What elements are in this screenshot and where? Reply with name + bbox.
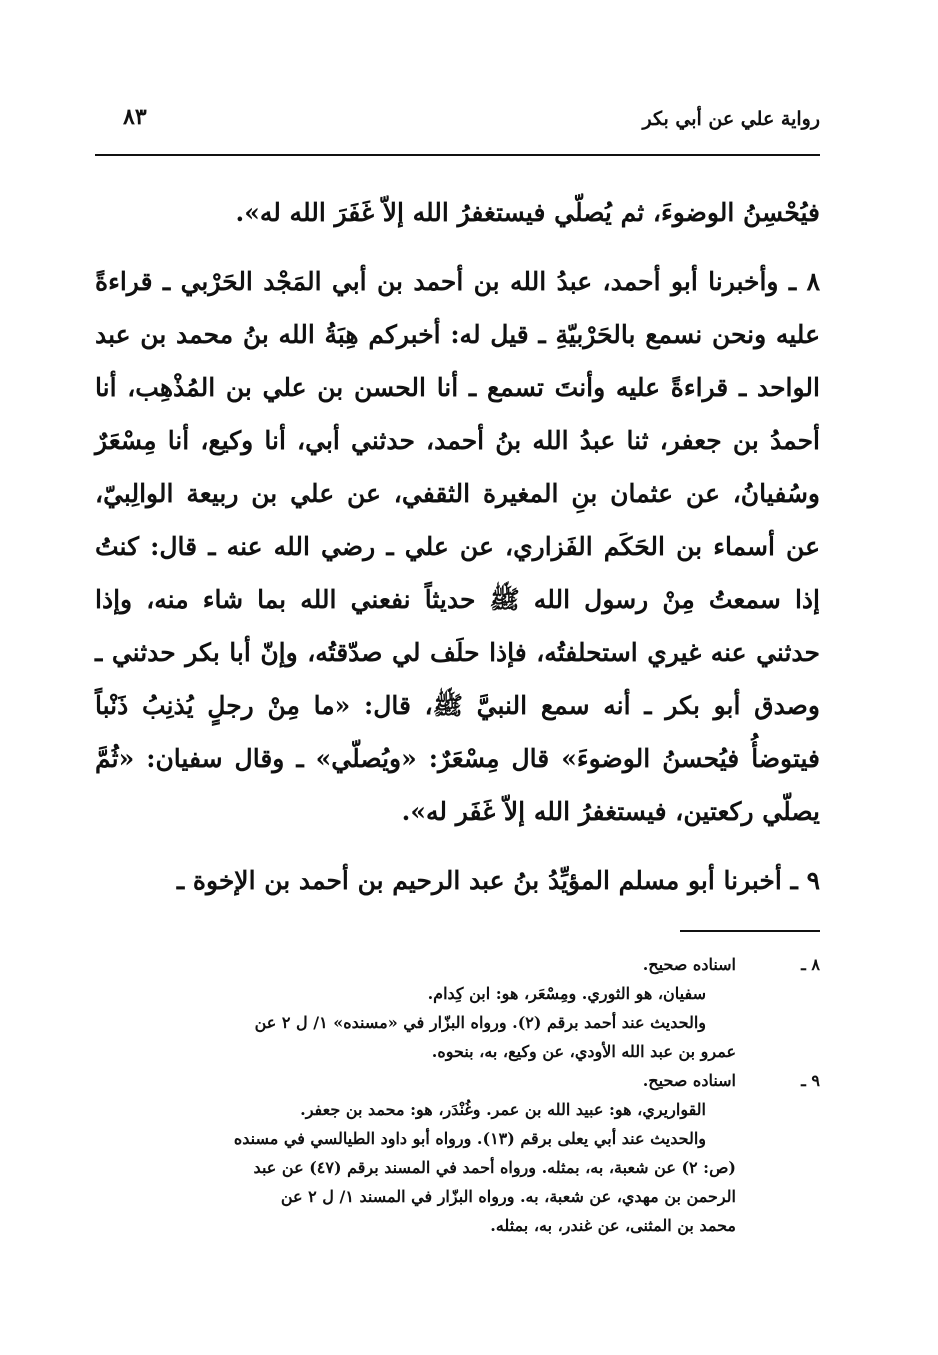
footnote-number: ٨ ـ	[801, 955, 820, 974]
footnote-line: والحديث عند أحمد برقم (٢). ورواه البزّار في «مسنده» ١/ ل ٢ عن	[254, 1013, 706, 1032]
footnote-line: والحديث عند أبي يعلى برقم (١٣). ورواه أبو داود الطيالسي في مسنده	[233, 1129, 706, 1148]
footnote-line: اسناده صحيح.	[642, 1071, 736, 1090]
footnote-number: ٩ ـ	[801, 1071, 820, 1090]
footnote-line: محمد بن المثنى، عن غندر، به، بمثله.	[490, 1216, 736, 1235]
footnote-8	[100, 950, 820, 1066]
page-number: ٨٣	[123, 104, 147, 130]
footnote-9	[100, 1066, 820, 1240]
paragraph-continuation: فيُحْسِنُ الوضوءَ، ثم يُصلّي فيستغفرُ الله إلاّ غَفَرَ الله له».	[235, 198, 820, 227]
paragraph-hadith-8: ٨ ـ وأخبرنا أبو أحمد، عبدُ الله بن أحمد بن أبي المَجْد الحَرْبي ـ قراءةً عليه ونحن نسمع بالحَرْبيّةِ ـ قيل له: أخبركم هِبَةُ الله بنُ محمد بن عبد الواحد ـ قراءةً عليه وأنتَ تسمع ـ أنا الحسن بن علي بن المُذْهِب، أنا أحمدُ بن جعفر، ثنا عبدُ الله بنُ أحمد، حدثني أبي، أنا وكيع، أنا مِسْعَرٌ وسُفيانُ، عن عثمان بنِ المغيرة الثقفي، عن علي بن ربيعة الوالِبيّ، عن أسماء بن الحَكَم الفَزاري، عن علي ـ رضي الله عنه ـ قال: كنتُ إذا سمعتُ مِنْ رسول الله ﷺ حديثاً نفعني الله بما شاء منه، وإذا حدثني عنه غيري استحلفتُه، فإذا حلَف لي صدّقتُه، وإنّ أبا بكر حدثني ـ وصدق أبو بكر ـ أنه سمع النبيَّ ﷺ، قال: «ما مِنْ رجلٍ يُذنِبُ ذَنْباً فيتوضأُ فيُحسنُ الوضوءَ» قال مِسْعَرٌ: «ويُصلّي» ـ وقال سفيان: «ثُمَّ يصلّي ركعتين، فيستغفرُ الله إلاّ غَفَر له».	[95, 267, 820, 826]
footnote-line: الرحمن بن مهدي، عن شعبة، به. ورواه البزّار في المسند ١/ ل ٢ عن	[280, 1187, 736, 1206]
running-title: رواية علي عن أبي بكر	[642, 108, 820, 130]
footnote-rule	[680, 930, 820, 932]
footnote-body	[100, 1066, 736, 1240]
footnotes	[100, 950, 820, 1240]
footnote-line: عمرو بن عبد الله الأودي، عن وكيع، به، بنحوه.	[431, 1042, 736, 1061]
paragraph-hadith-9: ٩ ـ أخبرنا أبو مسلم المؤيِّدُ بنُ عبد الرحيم بن أحمد بن الإخوة ـ	[176, 866, 820, 895]
main-text	[95, 186, 820, 923]
header-rule	[95, 154, 820, 156]
footnote-line: القواريري، هو: عبيد الله بن عمر. وغُنْدَر، هو: محمد بن جعفر.	[300, 1100, 706, 1119]
footnote-body	[100, 950, 736, 1066]
page-header	[95, 100, 820, 140]
footnote-line: سفيان، هو الثوري. ومِسْعَر، هو: ابن كِدام.	[427, 984, 706, 1003]
footnote-line: (ص: ٢) عن شعبة، به، بمثله. ورواه أحمد في المسند برقم (٤٧) عن عبد	[253, 1158, 736, 1177]
footnote-line: اسناده صحيح.	[642, 955, 736, 974]
